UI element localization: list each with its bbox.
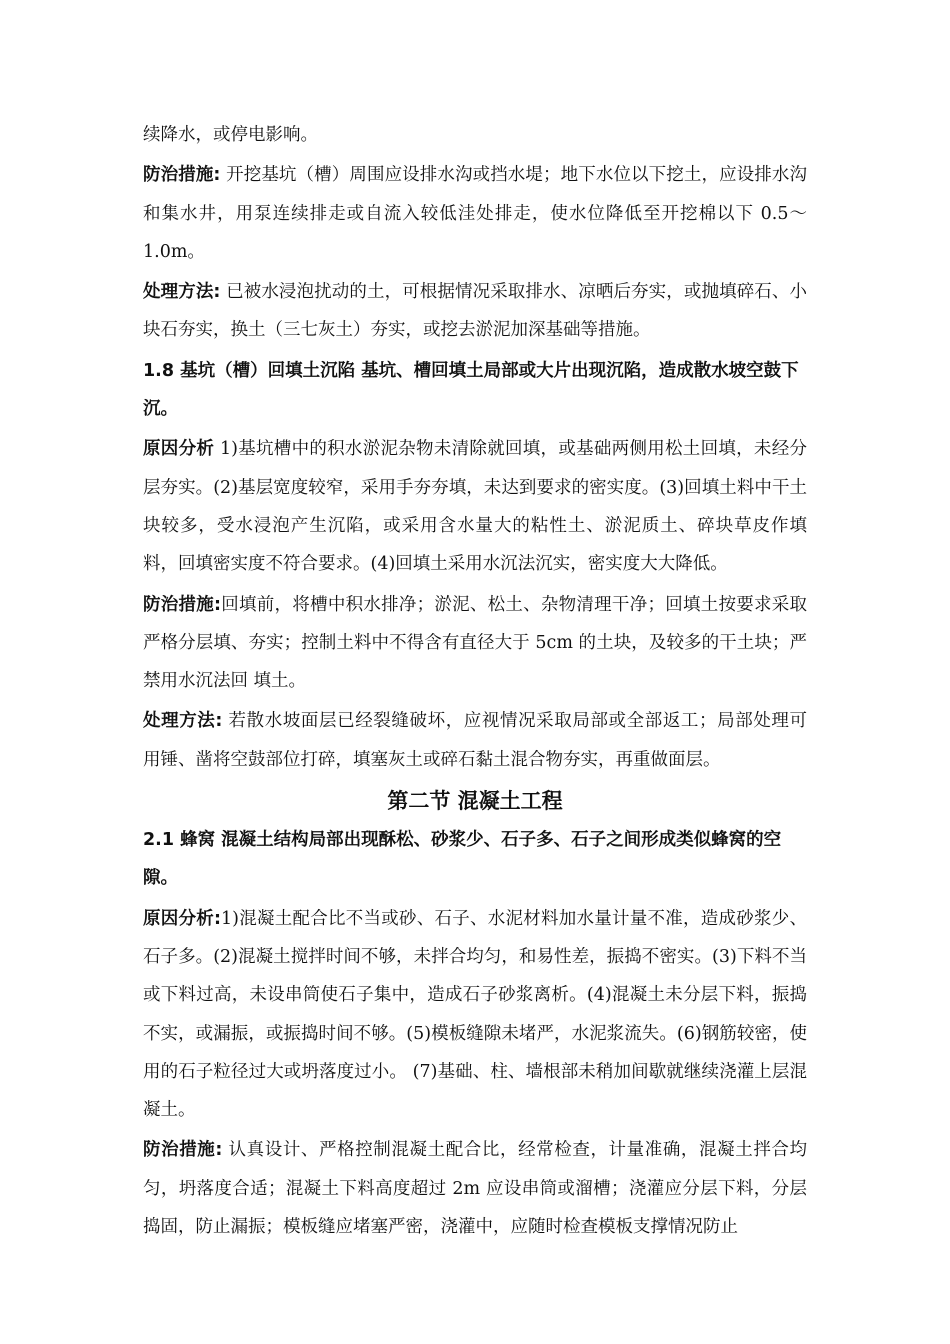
paragraph-body: 若散水坡面层已经裂缝破坏，应视情况采取局部或全部返工；局部处理可 用锤、凿将空鼓部位打碎，填塞灰土或碎石黏土混合物夯实，再重做面层。 xyxy=(143,711,808,770)
subsection-heading: 1.8 基坑（槽）回填土沉陷 基坑、槽回填土局部或大片出现沉陷，造成散水坡空鼓下沉。 xyxy=(143,360,799,420)
paragraph-body: 认真设计、严格控制混凝土配合比，经常检查，计量准确，混凝土拌合均匀，坍落度合适；混凝土下料高度超过 2m 应设串筒或溜槽；浇灌应分层下料，分层捣固，防止漏振；模板缝应堵塞严密，浇灌中，应随时检查模板支撑情况防止 xyxy=(143,1140,808,1238)
paragraph-body: 1)混凝土配合比不当或砂、石子、水泥材料加水量计量不准，造成砂浆少、石子多。(2)混凝土搅拌时间不够，未拌合均匀，和易性差，振捣不密实。(3)下料不当或下料过高，未设串筒使石子集中，造成石子砂浆离析。(4)混凝土未分层下料，振捣不实，或漏振，或振捣时间不够。(5)模板缝隙未堵严，水泥浆流失。(6)钢筋较密，使用的石子粒径过大或坍落度过小。 (7)基础、柱、墙根部未稍加间歇就继续浇灌上层混凝土。 xyxy=(143,908,808,1121)
paragraph-label: 防治措施: xyxy=(143,165,221,186)
paragraph-continuation xyxy=(143,116,807,154)
document-page xyxy=(143,116,807,1248)
paragraph-body: 已被水浸泡扰动的土，可根据情况采取排水、凉晒后夯实，或抛填碎石、小块石夯实，换土（三七灰土）夯实，或挖去淤泥加深基础等措施。 xyxy=(143,282,808,341)
paragraph-treatment xyxy=(143,702,807,779)
paragraph-treatment xyxy=(143,273,807,350)
paragraph-prevention xyxy=(143,1131,807,1246)
paragraph-label: 原因分析: xyxy=(143,908,222,929)
paragraph-label: 防治措施: xyxy=(143,1140,223,1161)
paragraph-label: 处理方法: xyxy=(143,711,223,732)
paragraph-label: 原因分析 xyxy=(143,439,215,460)
section-title: 第二节 混凝土工程 xyxy=(387,789,563,814)
paragraph-body: 续降水，或停电影响。 xyxy=(143,125,318,145)
paragraph-body: 1)基坑槽中的积水淤泥杂物未清除就回填，或基础两侧用松土回填，未经分层夯实。(2)基层宽度较窄，采用手夯夯填，未达到要求的密实度。(3)回填土料中干土块较多，受水浸泡产生沉陷，或采用含水量大的粘性土、淤泥质土、碎块草皮作填料，回填密实度不符合要求。(4)回填土采用水沉法沉实，密实度大大降低。 xyxy=(143,439,807,575)
paragraph-cause-analysis xyxy=(143,430,807,583)
paragraph-label: 防治措施: xyxy=(143,594,222,615)
subsection-heading: 2.1 蜂窝 混凝土结构局部出现酥松、砂浆少、石子多、石子之间形成类似蜂窝的空隙。 xyxy=(143,830,782,889)
paragraph-cause-analysis xyxy=(143,900,807,1130)
paragraph-prevention xyxy=(143,156,807,271)
paragraph-label: 处理方法: xyxy=(143,282,221,303)
paragraph-body: 回填前，将槽中积水排净；淤泥、松土、杂物清理干净；回填土按要求采取严格分层填、夯实；控制土料中不得含有直径大于 5cm 的土块，及较多的干土块；严禁用水沉法回 填土。 xyxy=(143,594,808,692)
paragraph-body: 开挖基坑（槽）周围应设排水沟或挡水堤；地下水位以下挖土，应设排水沟和集水井，用泵连续排走或自流入较低洼处排走，使水位降低至开挖棉以下 0.5～1.0m。 xyxy=(143,165,808,262)
paragraph-prevention xyxy=(143,586,807,701)
